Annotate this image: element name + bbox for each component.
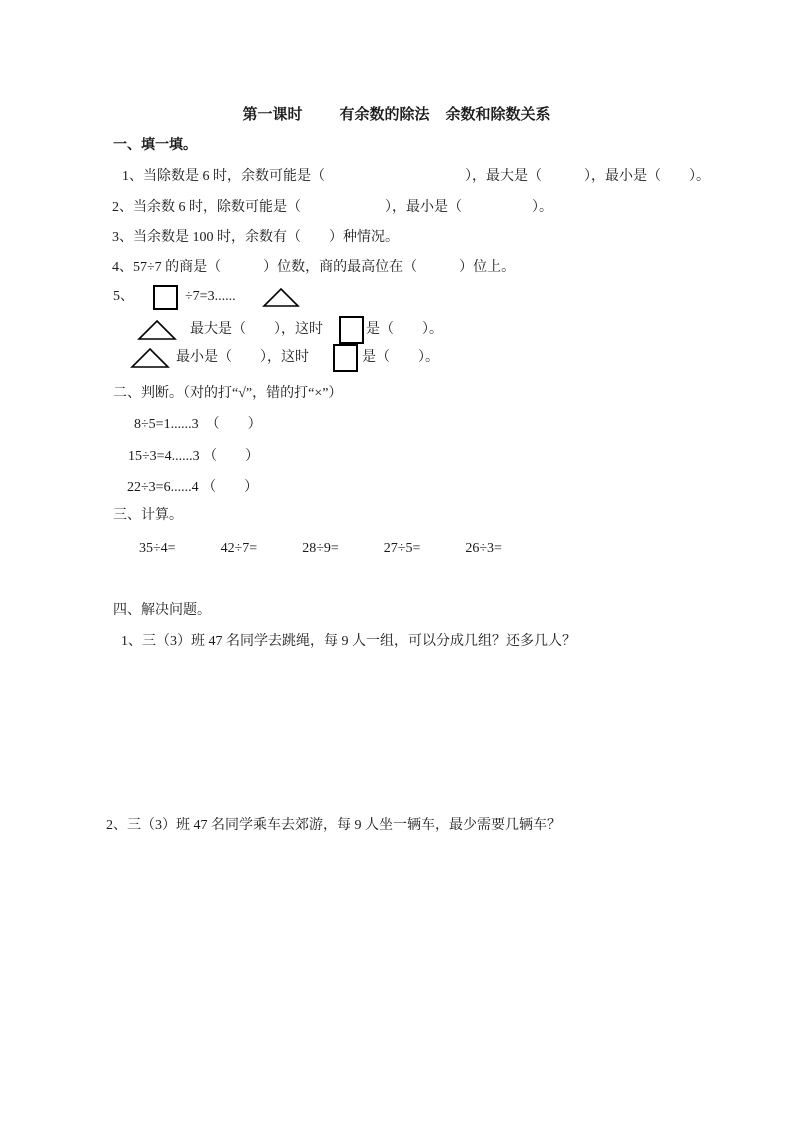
- calc-item-3: 28÷9=: [302, 541, 339, 556]
- triangle-blank-icon: [137, 319, 177, 341]
- calc-row: [139, 540, 502, 558]
- judge-item-2: 15÷3=4......3 （ ）: [128, 449, 260, 464]
- fill-question-5-equation: [113, 283, 300, 311]
- max-line-text: 最大是（ ），这时: [190, 322, 323, 337]
- judge-item-1: 8÷5=1......3 （ ）: [134, 417, 262, 432]
- title-subtopic: 余数和除数关系: [445, 107, 551, 123]
- section1-header: 一、填一填。: [113, 138, 197, 153]
- word-problem-1: 1、三（3）班 47 名同学去跳绳，每 9 人一组，可以分成几组？还多几人？: [121, 634, 576, 649]
- calc-item-5: 26÷3=: [465, 541, 502, 556]
- page-title: [0, 103, 793, 124]
- section4-header: 四、解决问题。: [113, 603, 211, 618]
- title-lesson: 第一课时: [242, 107, 303, 123]
- triangle-blank-icon: [262, 287, 300, 308]
- fill-question-1: 1、当除数是 6 时，余数可能是（ ），最大是（ ），最小是（ ）。: [122, 169, 710, 184]
- max-line-tail: 是（ ）。: [366, 322, 443, 337]
- min-line-text: 最小是（ ），这时: [176, 350, 309, 365]
- judge-item-3: 22÷3=6......4 （ ）: [127, 480, 259, 495]
- min-line-tail: 是（ ）。: [362, 350, 439, 365]
- square-blank-icon: [153, 285, 178, 310]
- square-blank-icon: [339, 316, 364, 344]
- section3-header: 三、计算。: [113, 508, 183, 523]
- title-topic: 有余数的除法: [339, 107, 430, 123]
- question-5-number: 5、: [113, 289, 134, 304]
- calc-item-2: 42÷7=: [220, 541, 258, 556]
- square-blank-icon: [333, 344, 358, 372]
- fill-question-3: 3、当余数是 100 时，余数有（ ）种情况。: [112, 230, 399, 245]
- calc-item-1: 35÷4=: [139, 541, 176, 556]
- fill-question-5-min-line: [130, 343, 439, 373]
- triangle-blank-icon: [130, 347, 170, 369]
- fill-question-2: 2、当余数 6 时，除数可能是（ ），最小是（ ）。: [112, 200, 553, 215]
- word-problem-2: 2、三（3）班 47 名同学乘车去郊游，每 9 人坐一辆车，最少需要几辆车？: [106, 818, 561, 833]
- section2-header: 二、判断。（对的打“√”，错的打“×”）: [113, 386, 343, 401]
- fill-question-5-max-line: [137, 315, 443, 345]
- fill-question-4: 4、57÷7 的商是（ ）位数，商的最高位在（ ）位上。: [112, 260, 516, 275]
- calc-item-4: 27÷5=: [383, 541, 421, 556]
- question-5-expression: ÷7=3......: [185, 289, 236, 304]
